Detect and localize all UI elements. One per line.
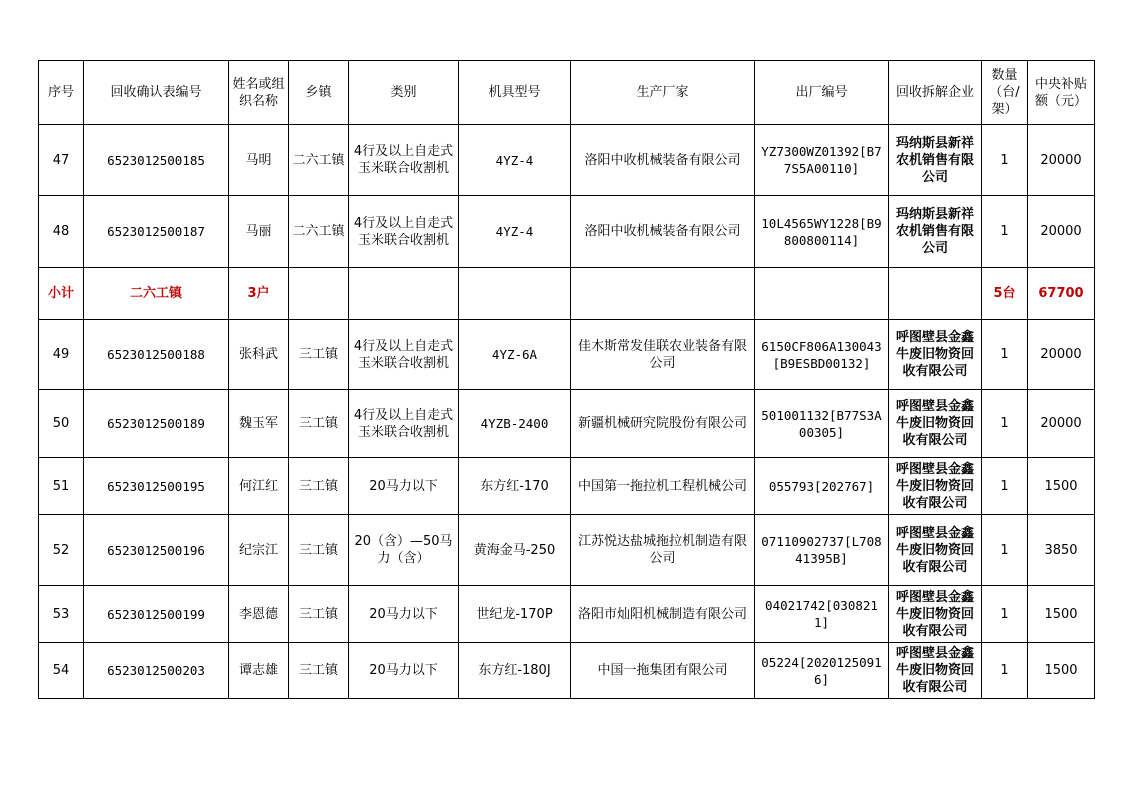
cell-subsidy: 20000 [1028, 196, 1095, 268]
cell-confirm-no: 6523012500196 [84, 515, 229, 586]
table-row [39, 390, 1095, 458]
cell-category: 20马力以下 [349, 458, 459, 515]
cell-seq: 51 [39, 458, 84, 515]
cell-serial: 6150CF806A130043[B9ESBD00132] [755, 320, 889, 390]
cell-seq: 54 [39, 643, 84, 699]
cell-manufacturer: 中国第一拖拉机工程机械公司 [571, 458, 755, 515]
cell-category: 20（含）—50马力（含） [349, 515, 459, 586]
cell-manufacturer: 江苏悦达盐城拖拉机制造有限公司 [571, 515, 755, 586]
cell-enterprise: 呼图壁县金鑫牛废旧物资回收有限公司 [889, 320, 982, 390]
subtotal-subsidy: 67700 [1028, 268, 1095, 320]
cell-qty: 1 [982, 586, 1028, 643]
cell-serial: 10L4565WY1228[B9800800114] [755, 196, 889, 268]
header-serial: 出厂编号 [755, 61, 889, 125]
cell-enterprise: 呼图壁县金鑫牛废旧物资回收有限公司 [889, 458, 982, 515]
cell-manufacturer: 新疆机械研究院股份有限公司 [571, 390, 755, 458]
cell-town: 三工镇 [289, 643, 349, 699]
cell-serial: YZ7300WZ01392[B77S5A00110] [755, 125, 889, 196]
cell-manufacturer: 洛阳市灿阳机械制造有限公司 [571, 586, 755, 643]
header-seq: 序号 [39, 61, 84, 125]
empty-cell [349, 268, 459, 320]
cell-seq: 48 [39, 196, 84, 268]
cell-subsidy: 1500 [1028, 586, 1095, 643]
cell-subsidy: 20000 [1028, 125, 1095, 196]
cell-confirm-no: 6523012500189 [84, 390, 229, 458]
cell-town: 三工镇 [289, 320, 349, 390]
cell-enterprise: 呼图壁县金鑫牛废旧物资回收有限公司 [889, 390, 982, 458]
cell-enterprise: 呼图壁县金鑫牛废旧物资回收有限公司 [889, 643, 982, 699]
header-name: 姓名或组织名称 [229, 61, 289, 125]
cell-confirm-no: 6523012500199 [84, 586, 229, 643]
header-town: 乡镇 [289, 61, 349, 125]
cell-seq: 53 [39, 586, 84, 643]
cell-category: 20马力以下 [349, 586, 459, 643]
cell-category: 4行及以上自走式玉米联合收割机 [349, 320, 459, 390]
cell-qty: 1 [982, 320, 1028, 390]
cell-manufacturer: 中国一拖集团有限公司 [571, 643, 755, 699]
header-row [39, 61, 1095, 125]
cell-seq: 49 [39, 320, 84, 390]
cell-manufacturer: 佳木斯常发佳联农业装备有限公司 [571, 320, 755, 390]
cell-name: 何江红 [229, 458, 289, 515]
cell-confirm-no: 6523012500195 [84, 458, 229, 515]
cell-serial: 07110902737[L70841395B] [755, 515, 889, 586]
empty-cell [889, 268, 982, 320]
empty-cell [289, 268, 349, 320]
table-row [39, 125, 1095, 196]
cell-model: 世纪龙-170P [459, 586, 571, 643]
cell-name: 魏玉军 [229, 390, 289, 458]
header-confirm-no: 回收确认表编号 [84, 61, 229, 125]
cell-qty: 1 [982, 458, 1028, 515]
header-category: 类别 [349, 61, 459, 125]
subsidy-records-table [38, 60, 1095, 699]
cell-confirm-no: 6523012500203 [84, 643, 229, 699]
cell-name: 马丽 [229, 196, 289, 268]
cell-model: 东方红-170 [459, 458, 571, 515]
cell-qty: 1 [982, 390, 1028, 458]
cell-town: 三工镇 [289, 390, 349, 458]
cell-subsidy: 3850 [1028, 515, 1095, 586]
cell-town: 三工镇 [289, 515, 349, 586]
cell-name: 马明 [229, 125, 289, 196]
cell-model: 黄海金马-250 [459, 515, 571, 586]
table-row [39, 320, 1095, 390]
empty-cell [755, 268, 889, 320]
subtotal-town: 二六工镇 [84, 268, 229, 320]
cell-confirm-no: 6523012500187 [84, 196, 229, 268]
cell-seq: 47 [39, 125, 84, 196]
cell-model: 4YZ-6A [459, 320, 571, 390]
cell-subsidy: 1500 [1028, 458, 1095, 515]
cell-enterprise: 玛纳斯县新祥农机销售有限公司 [889, 196, 982, 268]
cell-category: 4行及以上自走式玉米联合收割机 [349, 196, 459, 268]
header-enterprise: 回收拆解企业 [889, 61, 982, 125]
cell-enterprise: 玛纳斯县新祥农机销售有限公司 [889, 125, 982, 196]
cell-name: 李恩德 [229, 586, 289, 643]
cell-confirm-no: 6523012500185 [84, 125, 229, 196]
cell-qty: 1 [982, 515, 1028, 586]
empty-cell [571, 268, 755, 320]
cell-enterprise: 呼图壁县金鑫牛废旧物资回收有限公司 [889, 515, 982, 586]
header-model: 机具型号 [459, 61, 571, 125]
subtotal-label: 小计 [39, 268, 84, 320]
subtotal-qty: 5台 [982, 268, 1028, 320]
subtotal-row [39, 268, 1095, 320]
cell-model: 4YZB-2400 [459, 390, 571, 458]
cell-seq: 52 [39, 515, 84, 586]
cell-confirm-no: 6523012500188 [84, 320, 229, 390]
subtotal-households: 3户 [229, 268, 289, 320]
empty-cell [459, 268, 571, 320]
cell-town: 三工镇 [289, 586, 349, 643]
cell-qty: 1 [982, 643, 1028, 699]
cell-category: 4行及以上自走式玉米联合收割机 [349, 125, 459, 196]
cell-name: 纪宗江 [229, 515, 289, 586]
cell-manufacturer: 洛阳中收机械装备有限公司 [571, 125, 755, 196]
table-row [39, 643, 1095, 699]
cell-manufacturer: 洛阳中收机械装备有限公司 [571, 196, 755, 268]
cell-category: 4行及以上自走式玉米联合收割机 [349, 390, 459, 458]
cell-town: 二六工镇 [289, 196, 349, 268]
table-row [39, 196, 1095, 268]
cell-subsidy: 1500 [1028, 643, 1095, 699]
cell-serial: 04021742[0308211] [755, 586, 889, 643]
cell-enterprise: 呼图壁县金鑫牛废旧物资回收有限公司 [889, 586, 982, 643]
cell-qty: 1 [982, 125, 1028, 196]
header-manufacturer: 生产厂家 [571, 61, 755, 125]
cell-subsidy: 20000 [1028, 390, 1095, 458]
cell-serial: 055793[202767] [755, 458, 889, 515]
cell-seq: 50 [39, 390, 84, 458]
cell-serial: 05224[20201250916] [755, 643, 889, 699]
header-qty: 数量（台/架） [982, 61, 1028, 125]
cell-qty: 1 [982, 196, 1028, 268]
table-row [39, 515, 1095, 586]
cell-model: 4YZ-4 [459, 196, 571, 268]
cell-model: 4YZ-4 [459, 125, 571, 196]
cell-model: 东方红-180J [459, 643, 571, 699]
cell-subsidy: 20000 [1028, 320, 1095, 390]
cell-name: 张科武 [229, 320, 289, 390]
cell-town: 二六工镇 [289, 125, 349, 196]
cell-category: 20马力以下 [349, 643, 459, 699]
cell-name: 谭志雄 [229, 643, 289, 699]
cell-serial: 501001132[B77S3A00305] [755, 390, 889, 458]
table-row [39, 586, 1095, 643]
cell-town: 三工镇 [289, 458, 349, 515]
header-subsidy: 中央补贴额（元） [1028, 61, 1095, 125]
table-row [39, 458, 1095, 515]
